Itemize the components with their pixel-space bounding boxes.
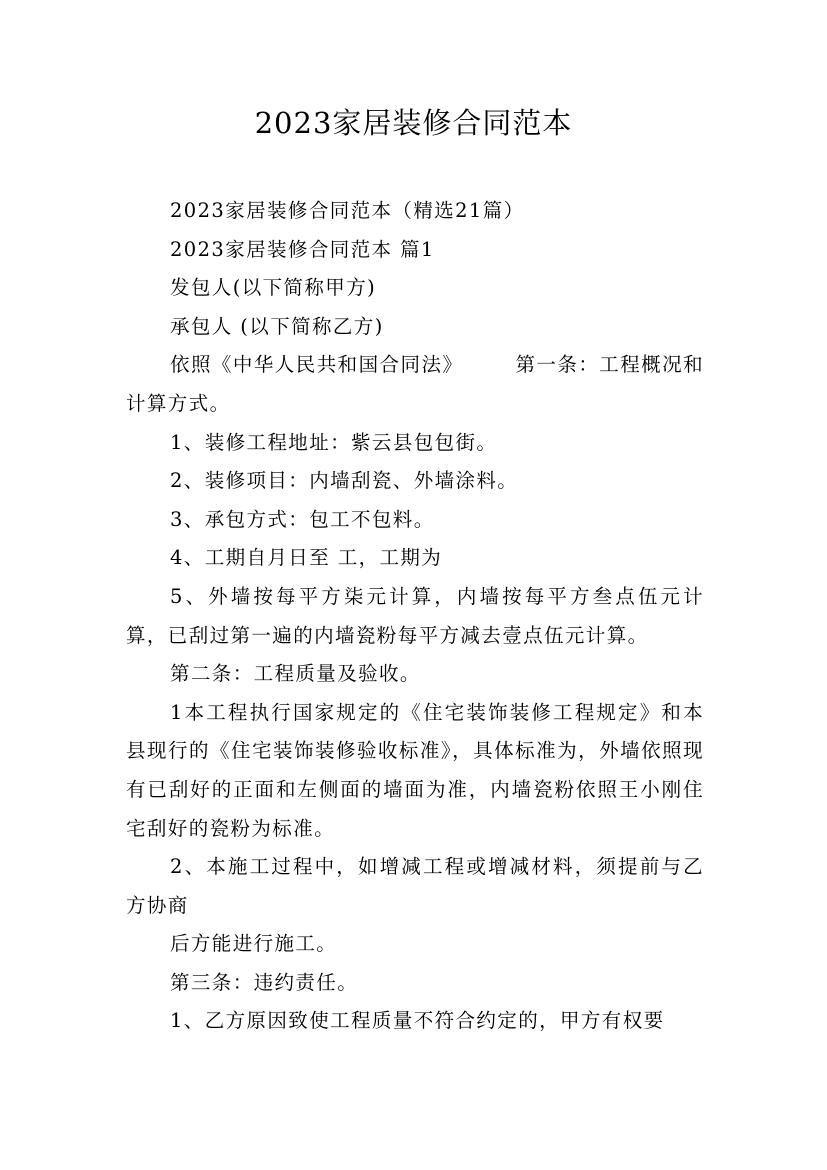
paragraph: 发包人(以下简称甲方) xyxy=(170,276,377,300)
paragraph: 5、外墙按每平方柒元计算，内墙按每平方叁点伍元计算，已刮过第一遍的内墙瓷粉每平方减去壹点伍元计算。 xyxy=(126,584,704,647)
paragraph-contract-law xyxy=(126,346,704,423)
paragraph: 2、本施工过程中，如增减工程或增减材料，须提前与乙方协商 xyxy=(126,855,704,917)
paragraph: 1、乙方原因致使工程质量不符合约定的，甲方有权要 xyxy=(170,1009,665,1033)
paragraph: 4、工期自月日至 工，工期为 xyxy=(170,546,443,570)
document-title: 2023家居装修合同范本 xyxy=(254,106,573,140)
paragraph: 2023家居装修合同范本（精选21篇） xyxy=(170,199,525,222)
paragraph: 1本工程执行国家规定的《住宅装饰装修工程规定》和本县现行的《住宅装饰装修验收标准》，具体标准为，外墙依照现有已刮好的正面和左侧面的墙面为准，内墙瓷粉依照王小刚住宅刮好的瓷粉为标准。 xyxy=(126,700,704,840)
paragraph: 1、装修工程地址：紫云县包包街。 xyxy=(170,430,498,454)
paragraph: 承包人 (以下简称乙方) xyxy=(170,314,384,338)
paragraph: 第二条：工程质量及验收。 xyxy=(170,662,421,686)
paragraph: 2023家居装修合同范本 篇1 xyxy=(170,237,435,261)
paragraph: 3、承包方式：包工不包料。 xyxy=(170,507,435,531)
document-body xyxy=(126,192,704,1041)
paragraph: 2、装修项目：内墙刮瓷、外墙涂料。 xyxy=(170,469,519,493)
paragraph: 第三条：违约责任。 xyxy=(170,970,359,994)
paragraph-contract-law-tail: 第一条：工程概况和计算方式。 xyxy=(126,353,704,415)
paragraph-contract-law-head: 依照《中华人民共和国合同法》 xyxy=(170,353,464,377)
paragraph: 后方能进行施工。 xyxy=(170,932,338,956)
